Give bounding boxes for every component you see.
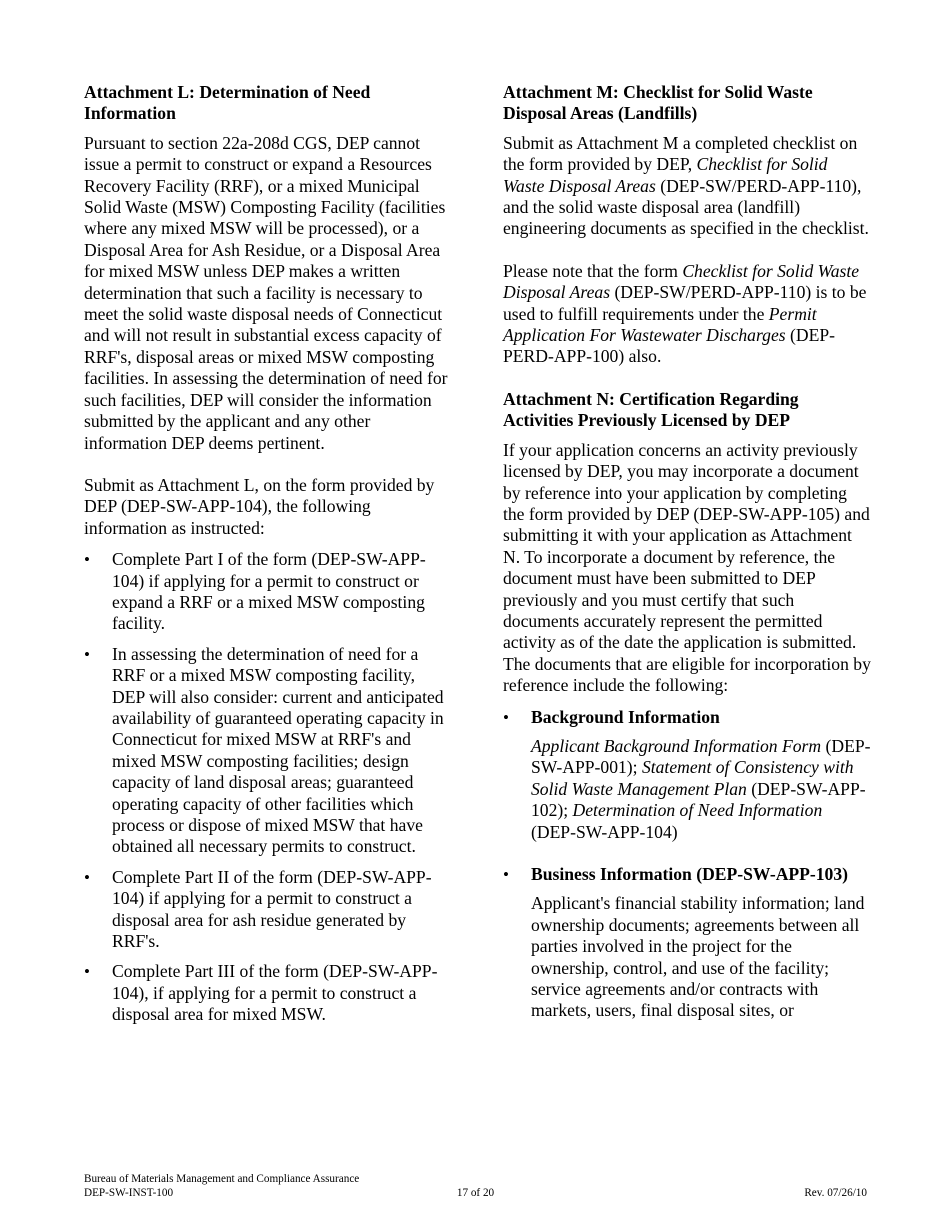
background-title: Background Information [531,706,720,727]
background-description: Applicant Background Information Form (DEP-SW-APP-001); Statement of Consistency with Solid Waste Management Plan (DEP-SW-APP-102); Determination of Need Information (DEP-SW-APP-104) [531,735,871,842]
footer-doc-id: DEP-SW-INST-100 [84,1186,174,1199]
attachment-l-instructions: Submit as Attachment L, on the form provided by DEP (DEP-SW-APP-104), the following information as instructed: [84,474,435,538]
footer-bureau: Bureau of Materials Management and Compliance Assurance [84,1173,360,1185]
left-column [84,82,450,1035]
list-item: • Complete Part III of the form (DEP-SW-APP-104), if applying for a permit to construct a disposal area for mixed MSW. [84,961,450,1025]
attachment-l-bullets [84,549,450,1026]
page-footer [84,1173,867,1200]
attachment-n-paragraph: If your application concerns an activity previously licensed by DEP, you may incorporate a document by reference into your application by completing the form provided by DEP (DEP-SW-APP-105) and submitting it with your application as Attachment N. To incorporate a document by reference, the document must have been submitted to DEP previously and you must certify that such documents accurately represent the permitted activity as of the date the application is submitted. The documents that are eligible for incorporation by reference include the following: [503,439,871,696]
attachment-l-heading: Attachment L: Determination of Need Information [84,82,371,124]
footer-revision: Rev. 07/26/10 [804,1186,867,1199]
list-item-background [503,707,871,843]
attachment-m-heading: Attachment M: Checklist for Solid Waste Disposal Areas (Landfills) [503,82,813,124]
business-description: Applicant's financial stability information; land ownership documents; agreements between all parties involved in the project for the ownership, control, and use of the facility; service agreements and/or contracts with markets, users, final disposal sites, or [531,893,865,1021]
attachment-n-heading: Attachment N: Certification Regarding Activities Previously Licensed by DEP [503,388,799,431]
attachment-m-paragraph-1: Submit as Attachment M a completed checklist on the form provided by DEP, Checklist for Solid Waste Disposal Areas (DEP-SW/PERD-APP-110), and the solid waste disposal area (landfill) engineering documents as specified in the checklist. [503,132,869,239]
right-column [503,82,871,1031]
list-item-business [503,864,871,1022]
footer-page-number: 17 of 20 [456,1186,495,1199]
attachment-l-intro: Pursuant to section 22a-208d CGS, DEP cannot issue a permit to construct or expand a Resources Recovery Facility (RRF), or a mixed Municipal Solid Waste (MSW) Composting Facility (facilities where any mixed MSW will be processed), or a Disposal Area for Ash Residue, or a Disposal Area for mixed MSW unless DEP makes a written determination that such a facility is necessary to meet the solid waste disposal needs of Connecticut and will not result in substantial excess capacity of RRF's, disposal areas or mixed MSW composting facilities. In assessing the determination of need for such facilities, DEP will consider the information submitted by the applicant and any other information DEP deems pertinent. [84,132,448,453]
attachment-m-paragraph-2: Please note that the form Checklist for Solid Waste Disposal Areas (DEP-SW/PERD-APP-110) is to be used to fulfill requirements under the Permit Application For Wastewater Discharges (DEP-PERD-APP-100) also. [503,260,867,367]
list-item: • In assessing the determination of need for a RRF or a mixed MSW composting facility, DEP will also consider: current and anticipated availability of guaranteed operating capacity in Connecticut for mixed MSW at RRF's and mixed MSW composting facilities; design capacity of land disposal areas; guaranteed operating capacity of other facilities which process or dispose of mixed MSW that have obtained all necessary permits to construct. [84,644,450,858]
list-item: • Complete Part II of the form (DEP-SW-APP-104) if applying for a permit to construct a disposal area for ash residue generated by RRF's. [84,867,450,953]
list-item: • Complete Part I of the form (DEP-SW-APP-104) if applying for a permit to construct or expand a RRF or a mixed MSW composting facility. [84,549,450,635]
attachment-n-bullets [503,707,871,1022]
business-title: Business Information (DEP-SW-APP-103) [531,864,849,884]
